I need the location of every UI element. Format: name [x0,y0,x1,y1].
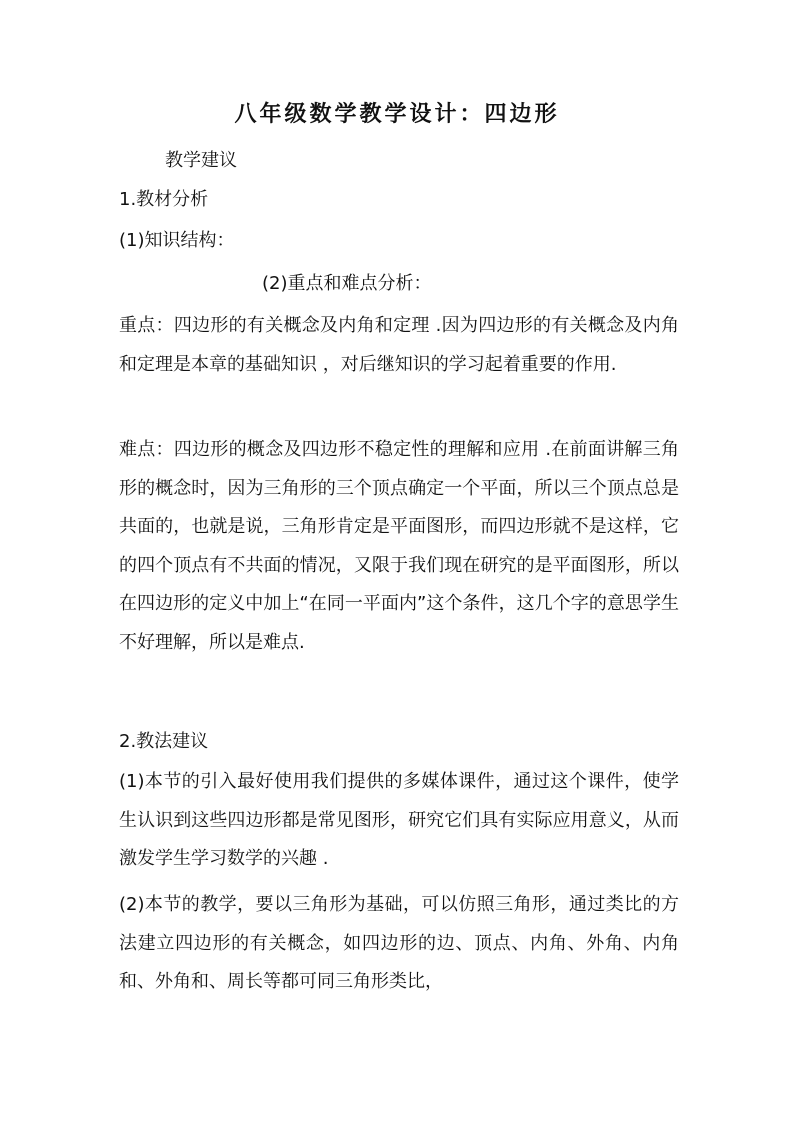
subheading-key-difficult-points: (2)重点和难点分析： [262,273,432,294]
subheading-knowledge-structure: (1)知识结构： [119,230,235,251]
paragraph-method-2: (2)本节的教学，要以三角形为基础，可以仿照三角形，通过类比的方法建立四边形的有关概念，如四边形的边、顶点、内角、外角、内角和、外角和、周长等都可同三角形类比， [119,894,679,992]
heading-teaching-methods: 2.教法建议 [119,731,209,752]
paragraph-key-point: 重点：四边形的有关概念及内角和定理 .因为四边形的有关概念及内角和定理是本章的基础知识 ，对后继知识的学习起着重要的作用. [119,315,679,375]
paragraph-difficult-point: 难点：四边形的概念及四边形不稳定性的理解和应用 .在前面讲解三角形的概念时，因为三角形的三个顶点确定一个平面，所以三个顶点总是共面的，也就是说，三角形肯定是平面图形，而四边形就不是这样，它的四个顶点有不共面的情况，又限于我们现在研究的是平面图形，所以在四边形的定义中加上“在同一平面内”这个条件，这几个字的意思学生不好理解，所以是难点. [119,439,679,653]
document-title: 八年级数学教学设计：四边形 [234,101,560,127]
heading-textbook-analysis: 1.教材分析 [119,189,209,210]
paragraph-method-1: (1)本节的引入最好使用我们提供的多媒体课件，通过这个课件，使学生认识到这些四边形都是常见图形，研究它们具有实际应用意义，从而激发学生学习数学的兴趣 . [119,771,679,869]
section-heading: 教学建议 [165,150,237,171]
